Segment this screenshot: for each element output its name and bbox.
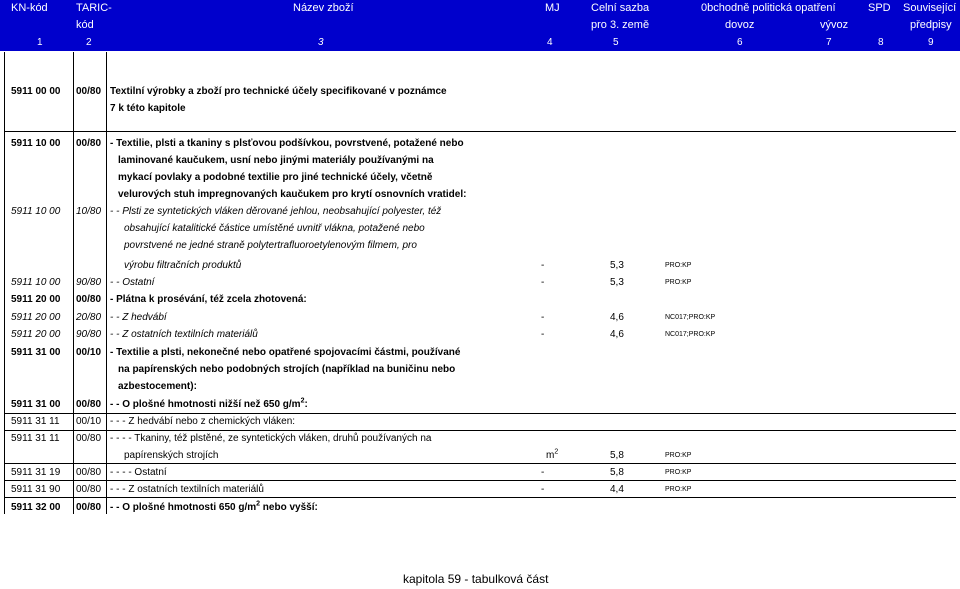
superscript: 2 xyxy=(256,500,261,508)
table-row xyxy=(0,291,960,308)
table-row xyxy=(0,413,960,430)
measure-note: PRO:KP xyxy=(665,469,692,476)
col-number-9: 9 xyxy=(928,37,934,48)
col-number-1: 1 xyxy=(37,37,43,48)
duty-rate: 4,6 xyxy=(610,312,624,323)
measure-note: NC017;PRO:KP xyxy=(665,314,716,321)
superscript: 2 xyxy=(300,397,305,405)
unit xyxy=(546,447,558,464)
header-row-numbers xyxy=(0,34,960,51)
table-row xyxy=(0,326,960,343)
unit: - xyxy=(541,260,545,271)
taric-code: 00/80 xyxy=(76,484,102,495)
duty-rate: 5,8 xyxy=(610,450,624,461)
table-row xyxy=(0,464,960,481)
measure-note: PRO:KP xyxy=(665,262,692,269)
header-taric: TARIC- xyxy=(76,2,112,14)
header-related: Související xyxy=(903,2,957,14)
goods-description: - - Plsti ze syntetických vláken děrované jehlou, neobsahující polyester, též xyxy=(110,206,442,217)
taric-code: 00/80 xyxy=(76,86,102,97)
goods-description: výrobu filtračních produktů xyxy=(124,260,242,271)
kn-code: 5911 31 00 xyxy=(11,399,61,410)
header-name: Název zboží xyxy=(293,2,354,14)
table-row xyxy=(0,309,960,326)
table-row xyxy=(0,186,960,203)
table-row xyxy=(0,447,960,464)
kn-code: 5911 10 00 xyxy=(11,138,61,149)
taric-code: 00/80 xyxy=(76,467,102,478)
unit: - xyxy=(541,277,545,288)
table-row xyxy=(0,220,960,237)
kn-code: 5911 31 19 xyxy=(11,467,61,478)
goods-description: - Textilie a plsti, nekonečné nebo opatřené spojovacími částmi, používané xyxy=(110,347,461,358)
taric-code: 00/80 xyxy=(76,138,102,149)
goods-description: - - - Z hedvábí nebo z chemických vláken: xyxy=(110,416,296,427)
description-tail: nebo vyšší: xyxy=(260,502,318,513)
measure-note: NC017;PRO:KP xyxy=(665,331,716,338)
header-regulations: předpisy xyxy=(910,19,952,31)
header-rate: Celní sazba xyxy=(591,2,650,14)
goods-description: mykací povlaky a podobné textilie pro jiné technické účely, včetně xyxy=(118,172,433,183)
table-row xyxy=(0,430,960,447)
kn-code: 5911 31 90 xyxy=(11,484,61,495)
header-row-titles xyxy=(0,0,960,17)
goods-description: - Plátna k prosévání, též zcela zhotovená: xyxy=(110,294,307,305)
taric-code: 90/80 xyxy=(76,277,102,288)
table-row xyxy=(0,237,960,254)
unit-text: m xyxy=(546,450,555,461)
kn-code: 5911 00 00 xyxy=(11,86,61,97)
kn-code: 5911 10 00 xyxy=(11,206,61,217)
header-export: vývoz xyxy=(820,19,849,31)
goods-description: - - Z ostatních textilních materiálů xyxy=(110,329,258,340)
taric-code: 20/80 xyxy=(76,312,102,323)
unit-superscript: 2 xyxy=(554,448,559,456)
goods-description: - - - Z ostatních textilních materiálů xyxy=(110,484,264,495)
col-number-4: 4 xyxy=(547,37,553,48)
taric-code: 10/80 xyxy=(76,206,102,217)
description-text: - - O plošné hmotnosti 650 g/m xyxy=(110,502,257,513)
header-measures: 0bchodně politická opatření xyxy=(701,2,836,14)
table-row xyxy=(0,378,960,395)
unit: - xyxy=(541,467,545,478)
kn-code: 5911 20 00 xyxy=(11,312,61,323)
goods-description: laminované kaučukem, usní nebo jinými materiály používanými na xyxy=(118,155,434,166)
goods-description: 7 k této kapitole xyxy=(110,103,186,114)
description-text: - - O plošné hmotnosti nižší než 650 g/m xyxy=(110,399,301,410)
col-number-7: 7 xyxy=(826,37,832,48)
table-row xyxy=(0,361,960,378)
table-row xyxy=(0,203,960,220)
table-row xyxy=(0,274,960,291)
kn-code: 5911 31 11 xyxy=(11,416,60,427)
kn-code: 5911 31 00 xyxy=(11,347,61,358)
taric-code: 00/80 xyxy=(76,294,102,305)
table-row xyxy=(0,100,960,117)
kn-code: 5911 31 11 xyxy=(11,433,60,444)
kn-code: 5911 20 00 xyxy=(11,329,61,340)
measure-note: PRO:KP xyxy=(665,452,692,459)
goods-description xyxy=(110,396,308,413)
goods-description: - - Ostatní xyxy=(110,277,155,288)
kn-code: 5911 20 00 xyxy=(11,294,61,305)
duty-rate: 5,3 xyxy=(610,277,624,288)
table-row xyxy=(0,396,960,413)
header-third-countries: pro 3. země xyxy=(591,19,650,31)
table-row xyxy=(0,135,960,152)
table-row xyxy=(0,83,960,100)
goods-description: povrstvené ne jedné straně polytertrafluoroetylenovým filmem, pro xyxy=(124,240,417,251)
goods-description: papírenských strojích xyxy=(124,450,219,461)
col-number-3: 3 xyxy=(318,37,324,48)
goods-description: velurových stuh impregnovaných kaučukem pro krytí osnovních vratidel: xyxy=(118,189,467,200)
duty-rate: 4,6 xyxy=(610,329,624,340)
col-number-2: 2 xyxy=(86,37,92,48)
goods-description: obsahující katalitické částice umístěné uvnitř vlákna, potažené nebo xyxy=(124,223,425,234)
goods-description: - Textilie, plsti a tkaniny s plsťovou podšívkou, povrstvené, potažené nebo xyxy=(110,138,464,149)
kn-code: 5911 32 00 xyxy=(11,502,61,513)
taric-code: 90/80 xyxy=(76,329,102,340)
goods-description: azbestocement): xyxy=(118,381,197,392)
taric-code: 00/80 xyxy=(76,502,102,513)
page-footer: kapitola 59 - tabulková část xyxy=(403,572,549,586)
table-row xyxy=(0,481,960,498)
measure-note: PRO:KP xyxy=(665,486,692,493)
kn-code: 5911 10 00 xyxy=(11,277,61,288)
header-kod: kód xyxy=(76,19,94,31)
duty-rate: 4,4 xyxy=(610,484,624,495)
goods-description: - - Z hedvábí xyxy=(110,312,167,323)
table-row xyxy=(0,257,960,274)
header-row-subtitles xyxy=(0,17,960,34)
section-divider xyxy=(4,131,956,132)
goods-description: na papírenských nebo podobných strojích (například na buničinu nebo xyxy=(118,364,456,375)
table-row xyxy=(0,169,960,186)
table-row xyxy=(0,499,960,516)
header-spd: SPD xyxy=(868,2,891,14)
header-kn: KN-kód xyxy=(11,2,48,14)
duty-rate: 5,3 xyxy=(610,260,624,271)
duty-rate: 5,8 xyxy=(610,467,624,478)
taric-code: 00/10 xyxy=(76,347,102,358)
goods-description: - - - - Ostatní xyxy=(110,467,167,478)
table-row xyxy=(0,152,960,169)
description-tail: : xyxy=(304,399,308,410)
header-mj: MJ xyxy=(545,2,560,14)
col-number-8: 8 xyxy=(878,37,884,48)
taric-code: 00/10 xyxy=(76,416,102,427)
unit: - xyxy=(541,312,545,323)
unit: - xyxy=(541,484,545,495)
unit: - xyxy=(541,329,545,340)
taric-code: 00/80 xyxy=(76,399,102,410)
col-number-6: 6 xyxy=(737,37,743,48)
goods-description: Textilní výrobky a zboží pro technické účely specifikované v poznámce xyxy=(110,86,447,97)
goods-description xyxy=(110,499,318,516)
goods-description: - - - - Tkaniny, též plstěné, ze syntetických vláken, druhů používaných na xyxy=(110,433,432,444)
header-import: dovoz xyxy=(725,19,755,31)
taric-code: 00/80 xyxy=(76,433,102,444)
table-row xyxy=(0,344,960,361)
measure-note: PRO:KP xyxy=(665,279,692,286)
col-number-5: 5 xyxy=(613,37,619,48)
